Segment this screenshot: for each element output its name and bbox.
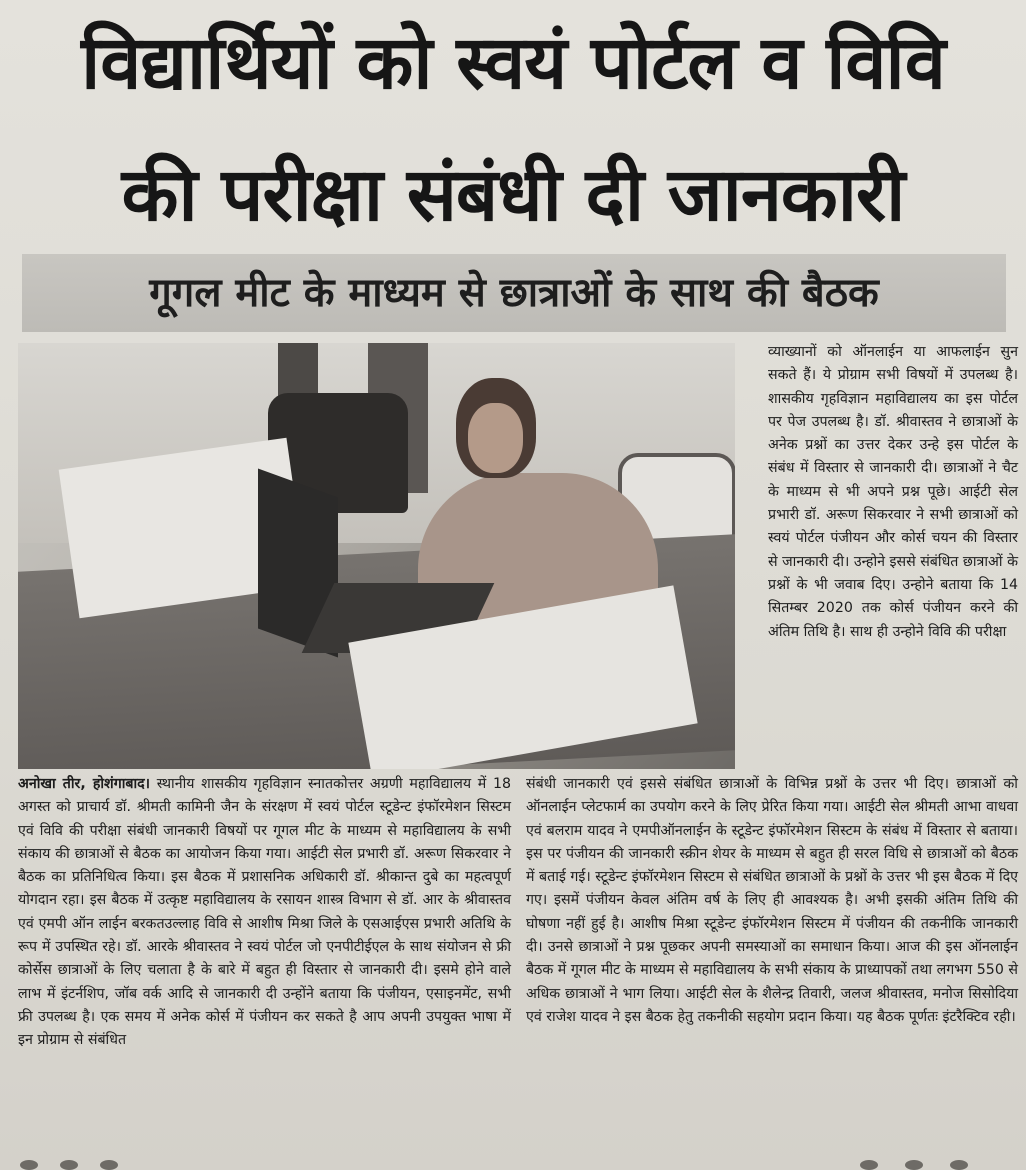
decorative-dot <box>905 1160 923 1170</box>
headline-line-1: विद्यार्थियों को स्वयं पोर्टल व विवि <box>81 20 945 106</box>
article-column-right <box>526 773 1018 1029</box>
decorative-dot <box>20 1160 38 1170</box>
subheadline: गूगल मीट के माध्यम से छात्राओं के साथ की बैठक <box>149 270 879 316</box>
decorative-dot <box>950 1160 968 1170</box>
decorative-dot <box>60 1160 78 1170</box>
article-paragraph: संबंधी जानकारी एवं इससे संबंधित छात्राओं के विभिन्न प्रश्नों के उत्तर भी दिए। छात्राओं को ऑनलाईन प्लेटफार्म का उपयोग करने के लिए प्रेरित किया गया। आईटी सेल श्रीमती आभा वाधवा एवं बलराम यादव ने एमपीऑनलाईन के स्टूडेन्ट इंफॉरमेशन सिस्टम के संबंध में विस्तार से बताया। इस पर पंजीयन की जानकारी स्क्रीन शेयर के माध्यम से बहुत ही सरल विधि से छात्राओं को बैठक में बताई गई। स्टूडेन्ट इंफॉरमेशन सिस्टम से संबंधित छात्राओं के प्रश्नों के उत्तर भी इस बैठक में दिए गए। इसमें पंजीयन केवल अंतिम वर्ष के लिए ही आवश्यक है। अभी इसकी अंतिम तिथि की घोषणा नहीं हुई है। आशीष मिश्रा स्टूडेन्ट इंफॉरमेशन सिस्टम में पंजीयन की तकनीकि जानकारी दी। उनसे छात्राओं ने प्रश्न पूछकर अपनी समस्याओं का समाधान किया। आज की इस ऑनलाईन बैठक में गूगल मीट के माध्यम से महाविद्यालय के सभी संकाय के प्राध्यापकों तथा लगभग 550 से अधिक छात्राओं ने भाग लिया। आईटी सेल के शैलेन्द्र तिवारी, जलज श्रीवास्तव, मनोज सिसोदिया एवं राजेश यादव ने इस बैठक हेतु तकनीकी सहयोग प्रदान किया। यह बैठक पूर्णतः इंटरैक्टिव रही। <box>526 776 1018 1025</box>
article-column-right-top <box>768 341 1018 644</box>
article-paragraph: स्थानीय शासकीय गृहविज्ञान स्नातकोत्तर अग्रणी महाविद्यालय में 18 अगस्त को प्राचार्य डॉ. श्रीमती कामिनी जैन के संरक्षण में स्वयं पोर्टल स्टूडेन्ट इंफॉरमेशन सिस्टम एवं विवि की परीक्षा संबंधी जानकारी विषयों पर गूगल मीट के माध्यम से महाविद्यालय के सभी संकाय की छात्राओं से बैठक का आयोजन किया गया। आईटी सेल प्रभारी डॉ. अरूण सिकरवार ने बैठक का प्रतिनिधित्व किया। इस बैठक में प्रशासनिक अधिकारी डॉ. श्रीकान्त दुबे का महत्वपूर्ण योगदान रहा। इस बैठक में उत्कृष्ट महाविद्यालय के रसायन शास्त्र विभाग से डॉ. आर के श्रीवास्तव एवं एमपी ऑन लाईन बरकतउल्लाह विवि से आशीष मिश्रा जिले के एसआईएस प्रभारी अतिथि के रूप में उपस्थित रहे। डॉ. आरके श्रीवास्तव ने स्वयं पोर्टल जो एनपीटीईएल के साथ संयोजन से फ्री कोर्सेस छात्राओं के लिए चलाता है के बारे में बहुत ही विस्तार से जानकारी दी। इसमे होने वाले लाभ में इंटर्नशिप, जॉब वर्क आदि से जानकारी दी उन्होंने बताया कि पंजीयन, एसाइनमेंट, सभी फ्री उपलब्ध है। एक समय में अनेक कोर्स में पंजीयन कर सकते है आप अपनी उपयुक्त भाषा में इन प्रोग्राम से संबंधित <box>18 776 511 1049</box>
page-bottom-edge <box>0 1158 1026 1170</box>
article-paragraph: व्याख्यानों को ऑनलाईन या आफलाईन सुन सकते हैं। ये प्रोग्राम सभी विषयों में उपलब्ध है। शासकीय गृहविज्ञान महाविद्यालय का इस पोर्टल पर पेज उपलब्ध है। डॉ. श्रीवास्तव ने छात्राओं के अनेक प्रश्नों का उत्तर देकर उन्हे इस पोर्टल के संबंध में विस्तार से जानकारी दी। छात्राओं ने चैट के माध्यम से भी अपने प्रश्न पूछे। आईटी सेल प्रभारी डॉ. अरूण सिकरवार ने सभी छात्राओं को स्वयं पोर्टल पंजीयन और कोर्स चयन की विस्तार से जानकारी दी। उन्होने इससे संबंधित छात्राओं के प्रश्नों के भी जवाब दिए। उन्होने बताया कि 14 सितम्बर 2020 तक कोर्स पंजीयन करने की अंतिम तिथि है। साथ ही उन्होने विवि की परीक्षा <box>768 344 1018 640</box>
dateline: अनोखा तीर, होशंगाबाद। <box>18 776 151 792</box>
headline-line-2: की परीक्षा संबंधी दी जानकारी <box>121 152 905 238</box>
subheadline-band <box>22 254 1006 332</box>
decorative-dot <box>860 1160 878 1170</box>
article-column-left <box>18 773 511 1053</box>
news-photo <box>18 343 735 769</box>
photo-person-face <box>468 403 523 473</box>
decorative-dot <box>100 1160 118 1170</box>
